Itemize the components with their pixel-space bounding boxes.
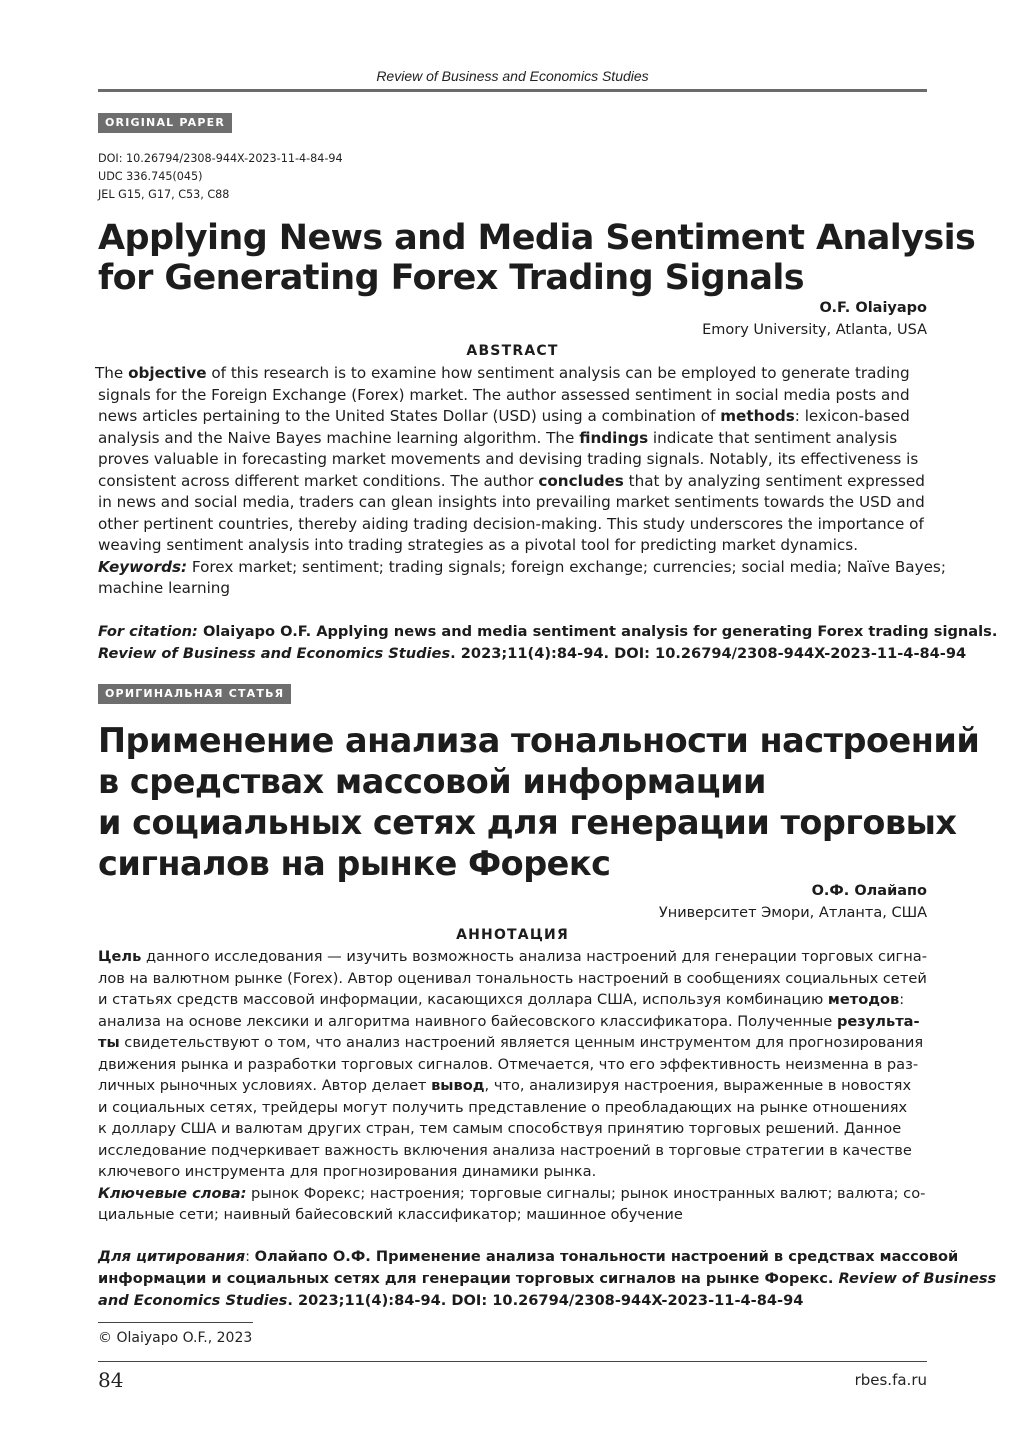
abstract-line: к доллару США и валютам других стран, тем самым способствуя принятию торговых решений. Данное: [98, 1120, 902, 1137]
journal-header: Review of Business and Economics Studies: [376, 68, 649, 84]
abstract-heading-en: ABSTRACT: [466, 343, 559, 359]
abstract-line: The objective of this research is to examine how sentiment analysis can be employed to generate trading: [95, 364, 910, 382]
abstract-line: weaving sentiment analysis into trading strategies as a pivotal tool for predicting market dynamics.: [98, 536, 859, 554]
citation-line: Review of Business and Economics Studies. 2023;11(4):84-94. DOI: 10.26794/2308-944X-2023-11-4-84-94: [98, 645, 967, 662]
author-ru: О.Ф. Олайапо: [811, 883, 927, 899]
title-line: Applying News and Media Sentiment Analysis: [98, 218, 976, 258]
keywords-line: machine learning: [98, 579, 231, 597]
keywords-line: Keywords: Forex market; sentiment; trading signals; foreign exchange; currencies; social media; Naïve Bayes;: [98, 557, 946, 576]
abstract-line: и социальных сетях, трейдеры могут получить представление о преобладающих на рынке отношениях: [98, 1098, 908, 1116]
abstract-line: исследование подчеркивает важность включения анализа настроений в торговые стратегии в качестве: [98, 1141, 912, 1159]
abstract-line: личных рыночных условиях. Автор делает вывод, что, анализируя настроения, выраженные в новостях: [98, 1077, 912, 1094]
page-number: 84: [98, 1368, 124, 1392]
abstract-heading-ru: АННОТАЦИЯ: [456, 927, 569, 943]
keywords-line: циальные сети; наивный байесовский классификатор; машинное обучение: [98, 1206, 683, 1223]
footer-rule: [98, 1361, 927, 1362]
citation-ru: [98, 1246, 997, 1312]
abstract-line: и статьях средств массовой информации, касающихся доллара США, используя комбинацию методов:: [98, 991, 905, 1008]
title-line: Применение анализа тональности настроений: [98, 721, 980, 760]
abstract-line: analysis and the Naive Bayes machine learning algorithm. The findings indicate that sentiment analysis: [98, 428, 898, 447]
abstract-en: [95, 363, 946, 600]
affiliation-ru: Университет Эмори, Атланта, США: [658, 905, 927, 921]
citation-line: информации и социальных сетях для генерации торговых сигналов на рынке Форекс. Review of Business: [98, 1270, 997, 1287]
abstract-line: news articles pertaining to the United States Dollar (USD) using a combination of methods: lexicon-based: [98, 407, 910, 425]
citation-en: [98, 621, 998, 665]
abstract-ru: [98, 946, 927, 1226]
abstract-line: ты свидетельствуют о том, что анализ настроений является ценным инструментом для прогнозирования: [98, 1034, 924, 1051]
original-paper-badge: ORIGINAL PAPER: [98, 113, 232, 133]
citation-line: and Economics Studies. 2023;11(4):84-94. DOI: 10.26794/2308-944X-2023-11-4-84-94: [98, 1292, 804, 1309]
abstract-line: лов на валютном рынке (Forex). Автор оценивал тональность настроений в сообщениях социальных сетей: [98, 969, 927, 987]
abstract-line: Цель данного исследования — изучить возможность анализа настроений для генерации торговых сигна-: [98, 948, 927, 965]
footnote-rule: [98, 1322, 253, 1323]
abstract-line: анализа на основе лексики и алгоритма наивного байесовского классификатора. Полученные результа-: [98, 1012, 920, 1030]
site-link[interactable]: rbes.fa.ru: [854, 1371, 927, 1389]
abstract-line: signals for the Foreign Exchange (Forex) market. The author assessed sentiment in social media posts and: [98, 385, 910, 404]
title-line: for Generating Forex Trading Signals: [98, 258, 805, 298]
title-line: сигналов на рынке Форекс: [98, 844, 611, 883]
original-paper-badge-ru: ОРИГИНАЛЬНАЯ СТАТЬЯ: [98, 684, 291, 704]
keywords-line: Ключевые слова: рынок Форекс; настроения; торговые сигналы; рынок иностранных валют; валюта; со-: [98, 1184, 926, 1202]
abstract-line: proves valuable in forecasting market movements and devising trading signals. Notably, its effectiveness is: [98, 450, 919, 468]
paper-title-ru: [98, 720, 980, 884]
title-line: в средствах массовой информации: [98, 762, 767, 801]
paper-title-en: [98, 218, 976, 298]
citation-line: Для цитирования: Олайапо О.Ф. Применение анализа тональности настроений в средствах массовой: [98, 1248, 959, 1265]
header-rule: [98, 89, 927, 92]
jel: JEL G15, G17, C53, C88: [98, 188, 230, 201]
udc: UDC 336.745(045): [98, 170, 203, 183]
copyright: © Olaiyapo O.F., 2023: [98, 1330, 253, 1346]
abstract-line: in news and social media, traders can glean insights into prevailing market sentiments towards the USD and: [98, 493, 925, 511]
abstract-line: движения рынка и разработки торговых сигналов. Отмечается, что его эффективность неизменна в раз-: [98, 1055, 919, 1073]
article-meta: [98, 150, 343, 204]
abstract-line: other pertinent countries, thereby aiding trading decision-making. This study underscores the importance of: [98, 514, 924, 533]
title-line: и социальных сетях для генерации торговых: [98, 803, 957, 842]
author-en: O.F. Olaiyapo: [819, 300, 927, 316]
doi: DOI: 10.26794/2308-944X-2023-11-4-84-94: [98, 152, 343, 165]
citation-line: For citation: Olaiyapo O.F. Applying news and media sentiment analysis for generating Forex trading signals.: [98, 623, 998, 640]
abstract-line: consistent across different market conditions. The author concludes that by analyzing sentiment expressed: [98, 471, 925, 490]
abstract-line: ключевого инструмента для прогнозирования динамики рынка.: [98, 1163, 597, 1180]
affiliation-en: Emory University, Atlanta, USA: [702, 322, 927, 338]
